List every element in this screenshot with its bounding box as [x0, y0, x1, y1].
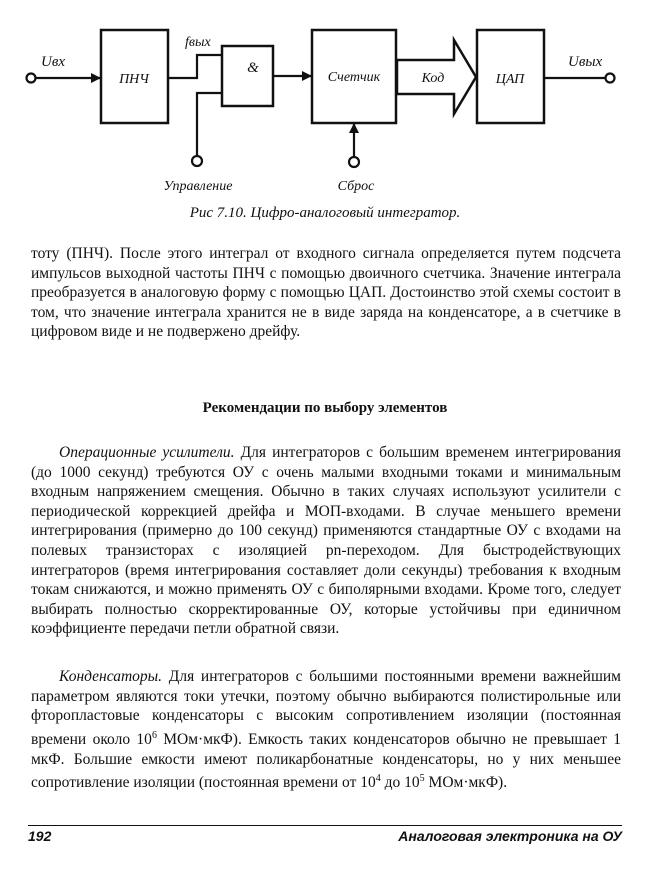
fout-wire — [168, 55, 221, 78]
counter-label: Счетчик — [327, 70, 381, 85]
dac-label: ЦАП — [495, 72, 525, 87]
control-label: Управление — [163, 179, 233, 194]
output-terminal — [606, 74, 615, 83]
control-wire — [197, 93, 222, 156]
paragraph-top-text: тоту (ПНЧ). После этого интеграл от входного сигнала определяется путем подсчета импульсов выходной частоты ПНЧ с помощью двоичного счетчика. Значение интеграла преобразуется в аналоговую форму с помощью ЦАП. Достоинство этой схемы состоит в том, что значение интеграла хранится не в виде заряда на конденсаторе, а в счетчике в цифровом виде и не подвержено дрейфу. — [31, 245, 621, 341]
block-diagram — [0, 0, 650, 200]
opamps-lead: Операционные усилители. — [59, 444, 235, 461]
and-gate-block — [222, 46, 273, 106]
capacitors-lead: Конденсаторы. — [59, 668, 163, 685]
reset-terminal — [349, 157, 359, 167]
code-label: Код — [421, 71, 445, 86]
vco-label: ПНЧ — [119, 72, 149, 87]
capacitors-sup-b: 4 — [375, 773, 381, 785]
fout-label: fвых — [185, 35, 211, 50]
input-terminal — [27, 74, 36, 83]
capacitors-sup-a: 6 — [151, 729, 157, 741]
opamps-text: Для интеграторов с большим временем интегрирования (до 1000 секунд) требуются ОУ с очень малыми входными токами и минимальным входным напряжением смещения. Обычно в таких случаях используют усилители с периодической коррекцией дрейфа и МОП-входами. В случае меньшего времени интегрирования (примерно до 100 секунд) применяются стандартные ОУ с входами на полевых транзисторах с изоляцией pn-переходом. Для быстродействующих интеграторов (время интегрирования составляет доли секунды) требования к входным токам снижаются, и можно применять ОУ с биполярными входами. Кроме того, следует выбирать полностью скорректированные ОУ, которые устойчивы при единичном коэффициенте передачи петли обратной связи. — [31, 444, 621, 638]
figure-caption: Рис 7.10. Цифро-аналоговый интегратор. — [189, 205, 461, 221]
page-footer — [28, 825, 622, 844]
paragraph-capacitors — [31, 667, 621, 793]
capacitors-text-b: МОм·мкФ). Емкость таких конденсаторов обычно не превышает 1 мкФ. Большие емкости имеют поликарбонатные конденсаторы, но у них меньшее сопротивление изоляции (постоянная времени от 10 — [31, 730, 621, 792]
and-gate-label: & — [247, 60, 259, 76]
section-heading: Рекомендации по выбору элементов — [202, 400, 448, 416]
running-title: Аналоговая электроника на ОУ — [398, 828, 622, 844]
page-number: 192 — [28, 828, 52, 844]
capacitors-text-d: МОм·мкФ). — [424, 774, 508, 792]
capacitors-text-a: Для интеграторов с большими постоянными времени важнейшим параметром являются токи утечки, поэтому обычно выбираются полистирольные или фторопластовые конденсаторы с высоким сопротивлением изоляции (постоянная времени около 10 — [31, 668, 621, 748]
capacitors-text-c: до 10 — [380, 774, 420, 792]
reset-label: Сброс — [337, 179, 375, 194]
input-label: Uвх — [41, 54, 66, 70]
output-label: Uвых — [568, 54, 603, 70]
capacitors-sup-c: 5 — [419, 773, 425, 785]
control-terminal — [192, 156, 202, 166]
paragraph-opamps — [31, 443, 621, 639]
paragraph-top — [31, 244, 621, 342]
